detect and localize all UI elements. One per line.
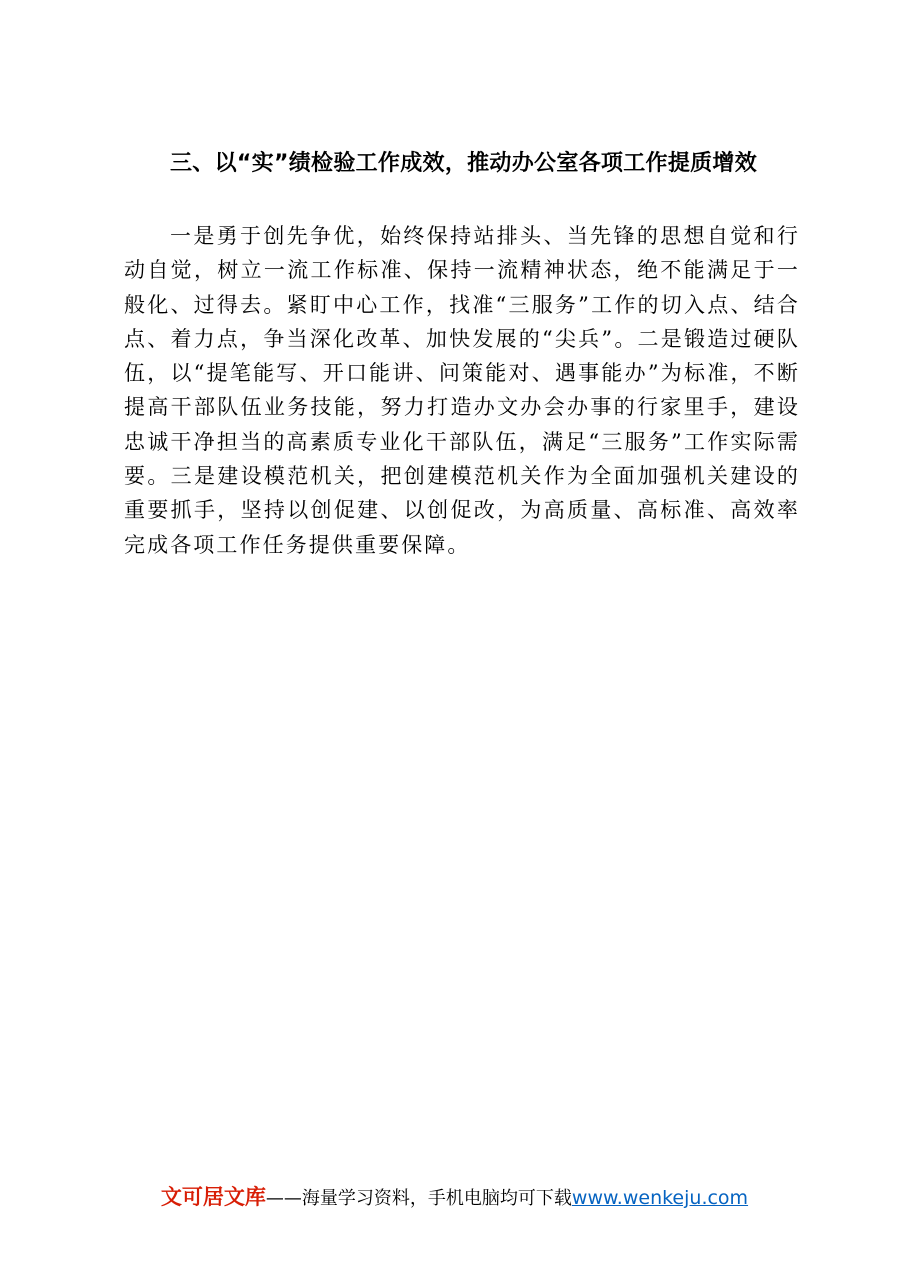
section-heading: 三、以“实”绩检验工作成效，推动办公室各项工作提质增效 bbox=[170, 151, 758, 176]
body-paragraph: 一是勇于创先争优，始终保持站排头、当先锋的思想自觉和行动自觉，树立一流工作标准、保持一流精神状态，绝不能满足于一般化、过得去。紧盯中心工作，找准“三服务”工作的切入点、结合点、着力点，争当深化改革、加快发展的“尖兵”。二是锻造过硬队伍，以“提笔能写、开口能讲、问策能对、遇事能办”为标准，不断提高干部队伍业务技能，努力打造办文办会办事的行家里手，建设忠诚干净担当的高素质专业化干部队伍，满足“三服务”工作实际需要。三是建设模范机关，把创建模范机关作为全面加强机关建设的重要抓手，坚持以创促建、以创促改，为高质量、高标准、高效率完成各项工作任务提供重要保障。 bbox=[124, 224, 801, 557]
footer-slogan: ——海量学习资料，手机电脑均可下载 bbox=[265, 1188, 572, 1209]
footer-banner bbox=[0, 1183, 909, 1213]
footer-brand-name: 文可居文库 bbox=[160, 1185, 266, 1209]
footer-website-link[interactable]: www.wenkeju.com bbox=[571, 1187, 749, 1209]
